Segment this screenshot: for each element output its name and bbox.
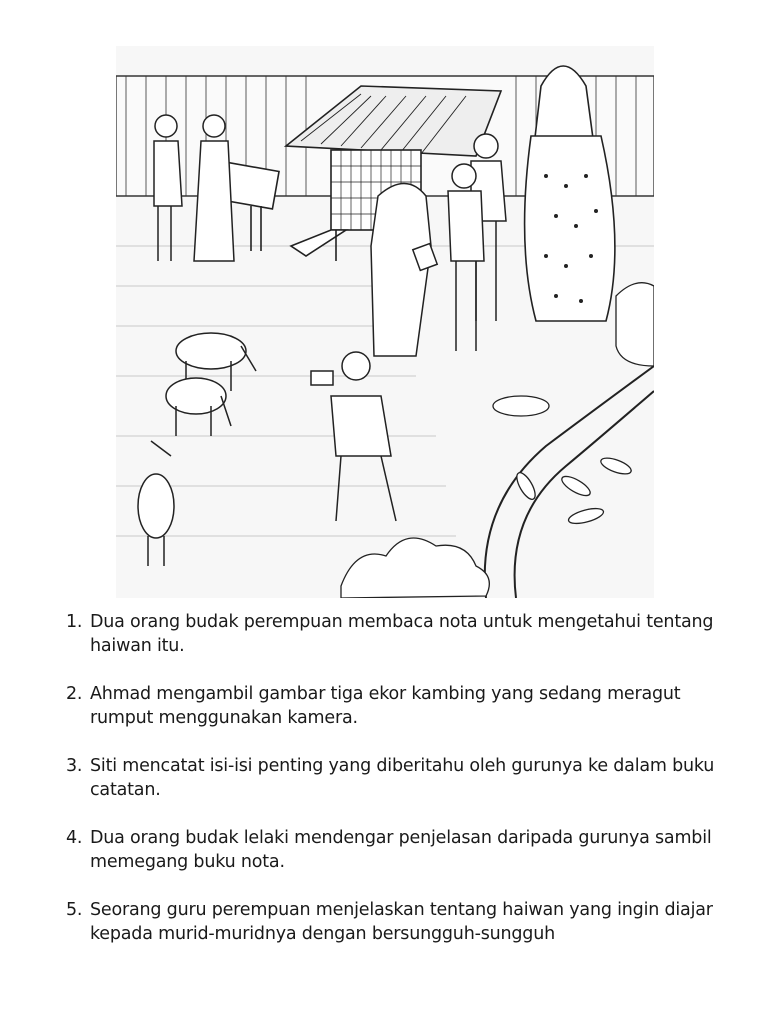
- sentence-number: 1.: [66, 612, 83, 632]
- sentence-text: Dua orang budak lelaki mendengar penjelasan daripada gurunya sambil memegang buku nota.: [90, 828, 712, 872]
- sentence-number: 4.: [66, 828, 83, 848]
- sentence-text: Ahmad mengambil gambar tiga ekor kambing yang sedang meragut rumput menggunakan kamera.: [90, 684, 681, 728]
- illustration-drawing: [116, 46, 654, 598]
- sentence-4: [66, 826, 736, 874]
- sentence-5: [66, 898, 736, 946]
- sentence-number: 2.: [66, 684, 83, 704]
- zoo-visit-illustration: [116, 46, 654, 598]
- sentence-text: Siti mencatat isi-isi penting yang diberitahu oleh gurunya ke dalam buku catatan.: [90, 756, 715, 800]
- sentence-1: [66, 610, 736, 658]
- sentence-text: Dua orang budak perempuan membaca nota untuk mengetahui tentang haiwan itu.: [90, 612, 714, 656]
- sentence-number: 3.: [66, 756, 83, 776]
- sentence-list: [66, 610, 736, 946]
- sentence-text: Seorang guru perempuan menjelaskan tentang haiwan yang ingin diajar kepada murid-muridnya dengan bersungguh-sungguh: [90, 900, 713, 944]
- sentence-3: [66, 754, 736, 802]
- sentence-2: [66, 682, 736, 730]
- sentence-number: 5.: [66, 900, 83, 920]
